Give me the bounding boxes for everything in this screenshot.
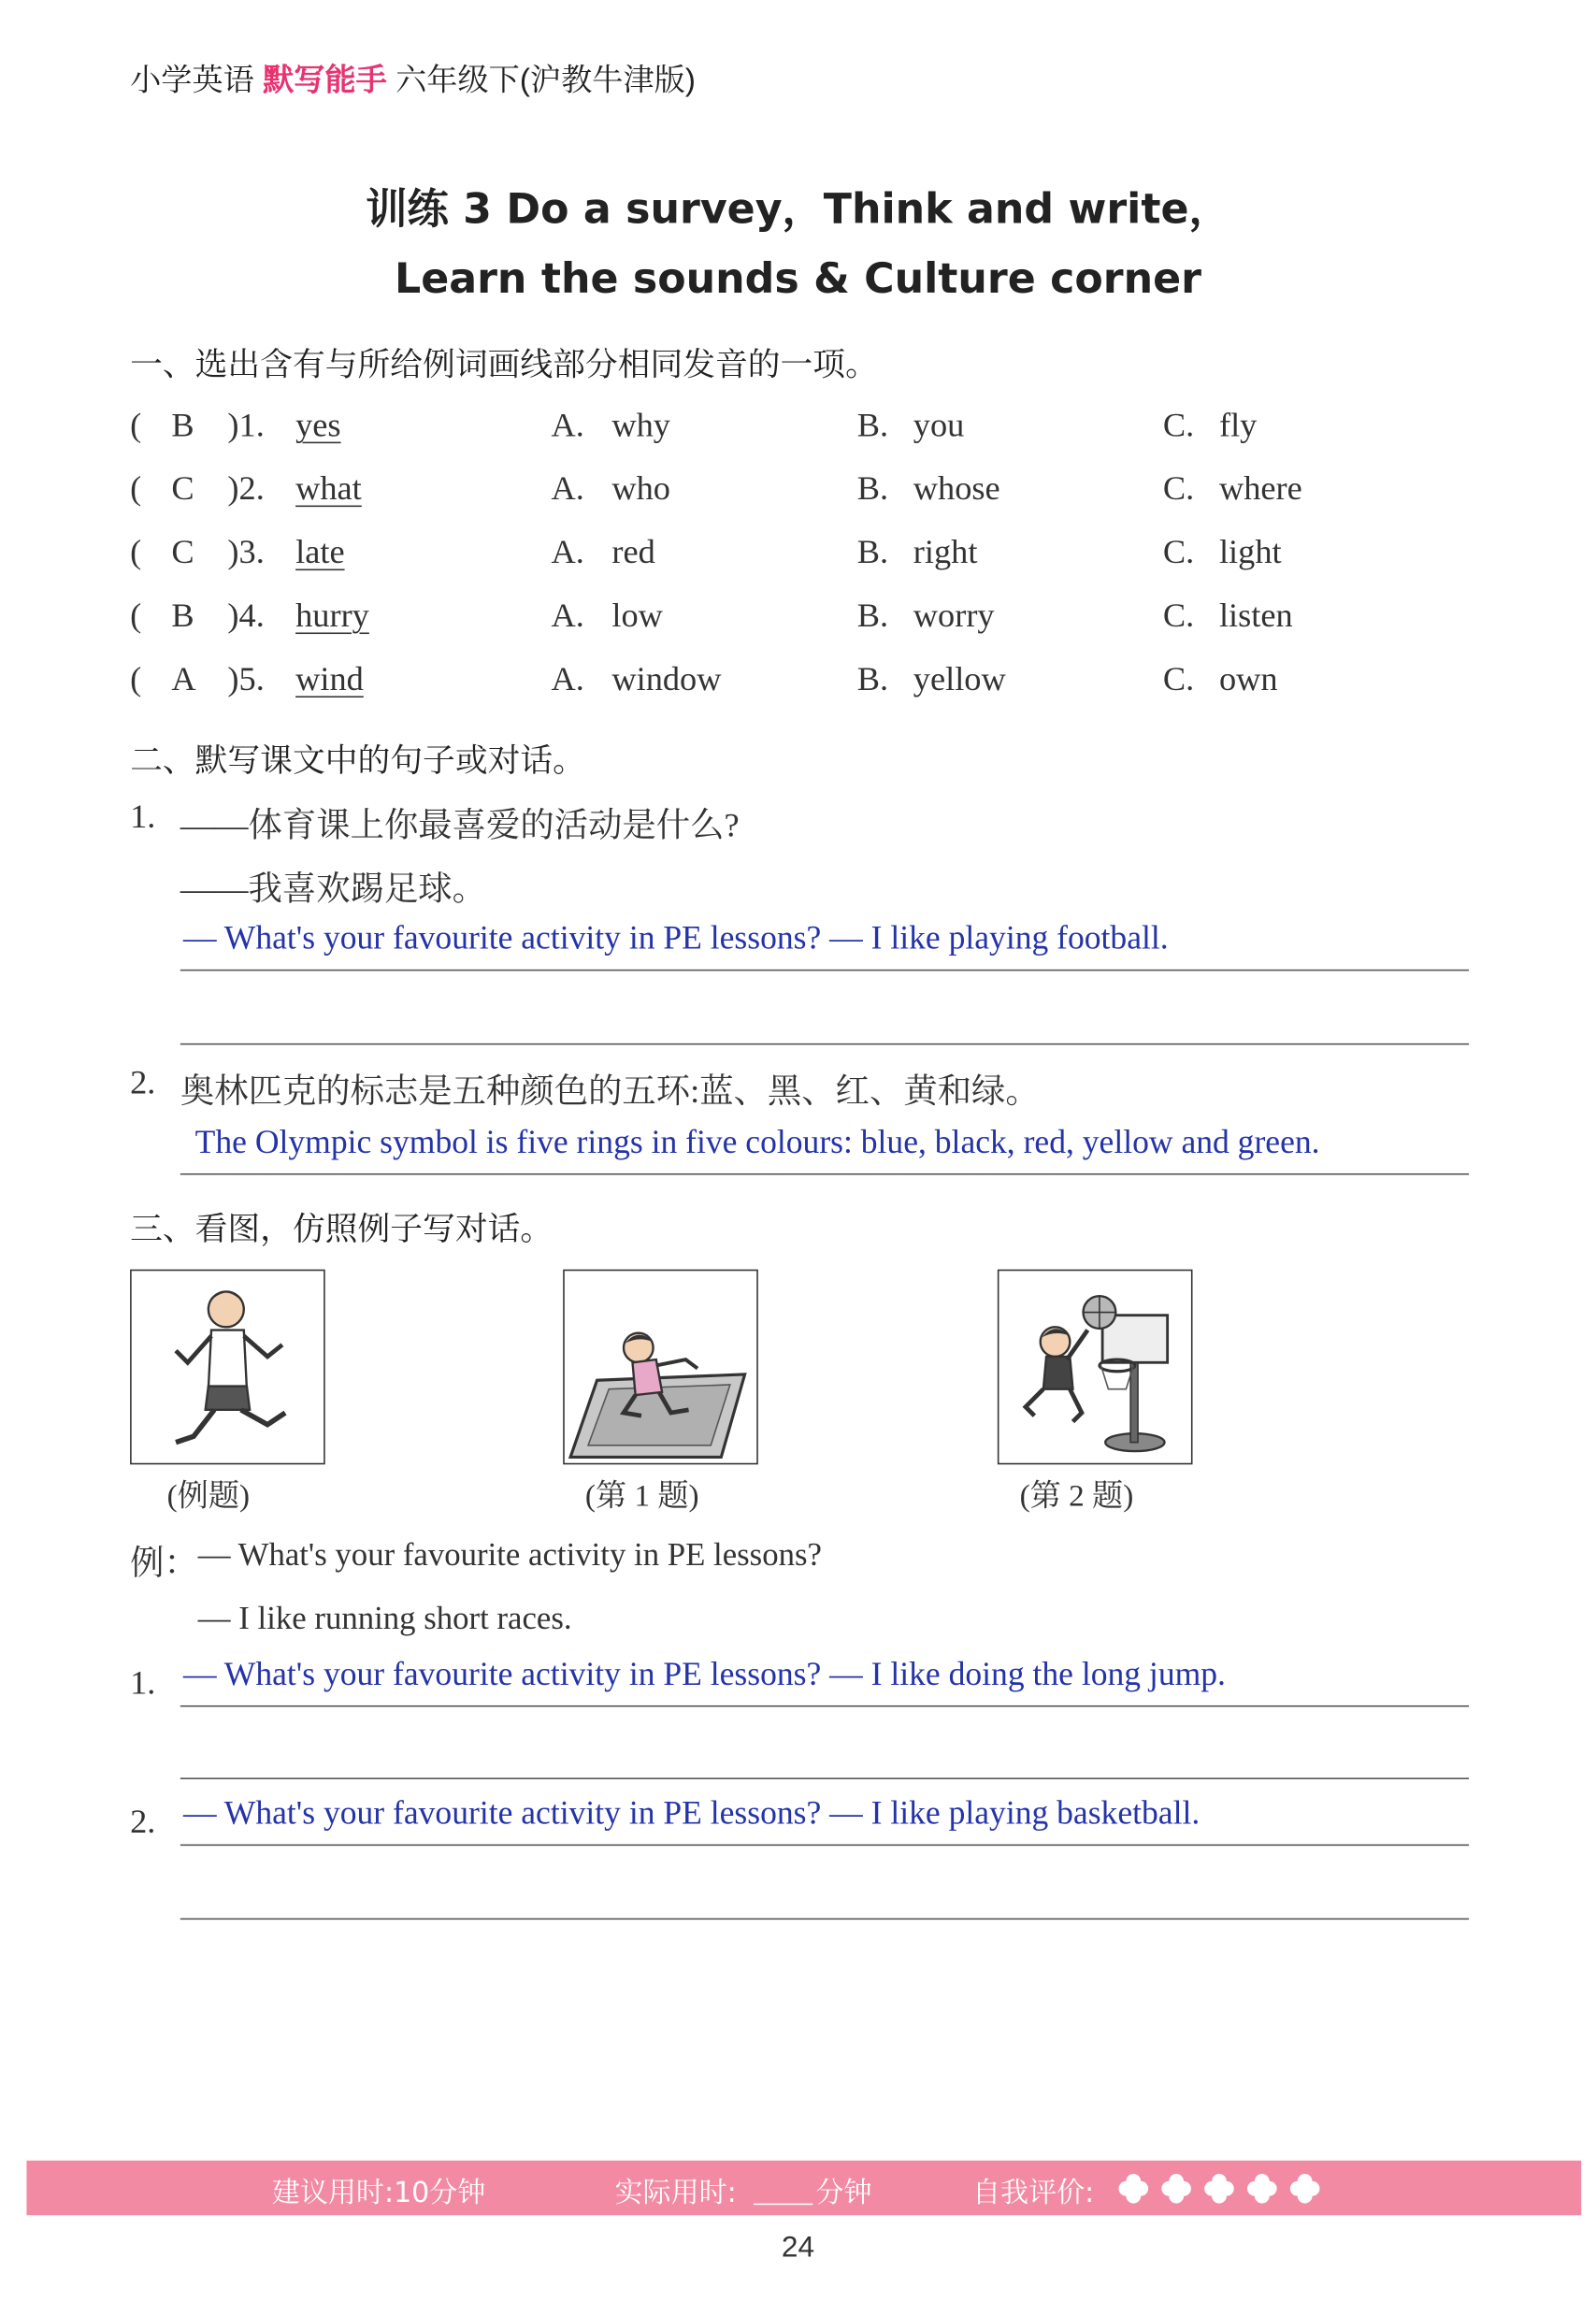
answer-letter: B: [171, 406, 194, 444]
option-word: worry: [913, 597, 995, 635]
section3-heading: 三、看图，仿照例子写对话。: [130, 1212, 554, 1249]
lesson-title-line1: 训练 3 Do a survey，Think and write，: [366, 184, 1230, 234]
option-letter: B.: [856, 406, 889, 444]
option-word: where: [1218, 469, 1302, 508]
written-answer: — What's your favourite activity in PE lessons? — I like playing basketball.: [182, 1793, 1201, 1832]
running-boy-icon: [132, 1271, 324, 1462]
brand-name: 默写能手: [263, 63, 387, 98]
question-number: )3.: [227, 533, 265, 571]
option-letter: B.: [856, 469, 889, 508]
section2-heading: 二、默写课文中的句子或对话。: [130, 743, 585, 781]
example-word: what: [295, 469, 362, 508]
rating-flowers-icon: [1114, 2169, 1336, 2208]
option-letter: C.: [1162, 469, 1195, 508]
example-word: wind: [295, 660, 364, 698]
question-number: 1.: [130, 1663, 156, 1702]
picture-caption: (第 1 题): [584, 1477, 699, 1514]
picture-running: [130, 1270, 325, 1465]
question-row: (: [130, 597, 142, 635]
question-number: )2.: [227, 469, 265, 508]
actual-time-unit: 分钟: [815, 2177, 872, 2209]
question-row: (: [130, 406, 142, 444]
actual-time-label: 实际用时:: [614, 2177, 737, 2209]
page-header: [130, 56, 696, 100]
option-letter: A.: [551, 533, 584, 571]
picture-long-jump: [563, 1270, 758, 1465]
question-number: )5.: [227, 660, 265, 698]
long-jump-boy-icon: [565, 1271, 756, 1462]
question-number: )1.: [227, 406, 265, 444]
written-answer: — What's your favourite activity in PE lessons? — I like doing the long jump.: [182, 1655, 1226, 1692]
writing-line: [180, 1845, 1469, 1847]
option-word: fly: [1218, 406, 1258, 444]
question-number: 2.: [130, 1803, 156, 1840]
question-row: (: [130, 660, 142, 698]
option-word: yellow: [913, 660, 1006, 698]
question-number: )4.: [227, 597, 265, 635]
picture-basketball: [998, 1270, 1193, 1465]
option-word: low: [611, 597, 663, 635]
option-letter: C.: [1162, 660, 1195, 698]
example-answer: — I like running short races.: [197, 1599, 572, 1636]
option-letter: C.: [1162, 406, 1195, 444]
footer-bar: [26, 2161, 1581, 2215]
question-row: (: [130, 533, 142, 571]
option-letter: A.: [551, 597, 584, 635]
option-letter: B.: [856, 660, 889, 698]
question-number: 2.: [130, 1064, 156, 1101]
suggested-time: 建议用时:10分钟: [271, 2177, 486, 2209]
option-word: right: [913, 533, 978, 571]
option-letter: B.: [856, 533, 889, 571]
example-word: hurry: [295, 597, 369, 635]
question-number: 1.: [130, 798, 156, 836]
example-question: — What's your favourite activity in PE lessons?: [197, 1535, 822, 1573]
written-answer: The Olympic symbol is five rings in five colours: blue, black, red, yellow and green.: [194, 1123, 1320, 1160]
example-label: 例：: [130, 1544, 198, 1582]
example-word: late: [295, 533, 345, 571]
basketball-boy-icon: [999, 1271, 1190, 1462]
lesson-title-line2: Learn the sounds & Culture corner: [395, 253, 1201, 304]
writing-line: [180, 1777, 1469, 1779]
option-letter: A.: [551, 660, 584, 698]
option-word: window: [611, 660, 722, 698]
section1-heading: 一、选出含有与所给例词画线部分相同发音的一项。: [130, 347, 878, 384]
picture-caption: (例题): [166, 1477, 251, 1514]
option-word: you: [913, 406, 965, 444]
writing-line: [180, 1043, 1469, 1045]
example-word: yes: [295, 406, 341, 444]
series-prefix: 小学英语: [130, 63, 254, 98]
writing-line: [180, 1705, 1469, 1707]
self-eval-label: 自我评价:: [972, 2177, 1095, 2209]
option-word: red: [611, 533, 655, 571]
prompt-line: ——我喜欢踢足球。: [180, 870, 487, 908]
writing-line: [180, 1919, 1469, 1920]
answer-letter: C: [171, 533, 194, 571]
option-word: light: [1218, 533, 1282, 571]
actual-time-blank: [754, 2204, 812, 2206]
writing-line: [180, 970, 1469, 971]
page-number: 24: [781, 2231, 815, 2265]
option-letter: A.: [551, 469, 584, 508]
question-row: (: [130, 469, 142, 508]
answer-letter: A: [171, 660, 196, 698]
option-word: why: [611, 406, 670, 444]
writing-line: [180, 1173, 1469, 1175]
option-word: own: [1218, 660, 1278, 698]
answer-letter: B: [171, 597, 194, 635]
option-letter: C.: [1162, 533, 1195, 571]
prompt-line: 奥林匹克的标志是五种颜色的五环:蓝、黑、红、黄和绿。: [180, 1072, 1040, 1111]
prompt-line: ——体育课上你最喜爱的活动是什么?: [180, 806, 740, 844]
grade-label: 六年级下(沪教牛津版): [395, 63, 696, 98]
option-letter: B.: [856, 597, 889, 635]
option-letter: A.: [551, 406, 584, 444]
option-word: whose: [913, 469, 1000, 508]
option-word: listen: [1218, 597, 1293, 635]
option-word: who: [611, 469, 670, 508]
option-letter: C.: [1162, 597, 1195, 635]
written-answer: — What's your favourite activity in PE lessons? — I like playing football.: [182, 919, 1169, 956]
answer-letter: C: [171, 469, 194, 508]
picture-caption: (第 2 题): [1019, 1477, 1134, 1514]
